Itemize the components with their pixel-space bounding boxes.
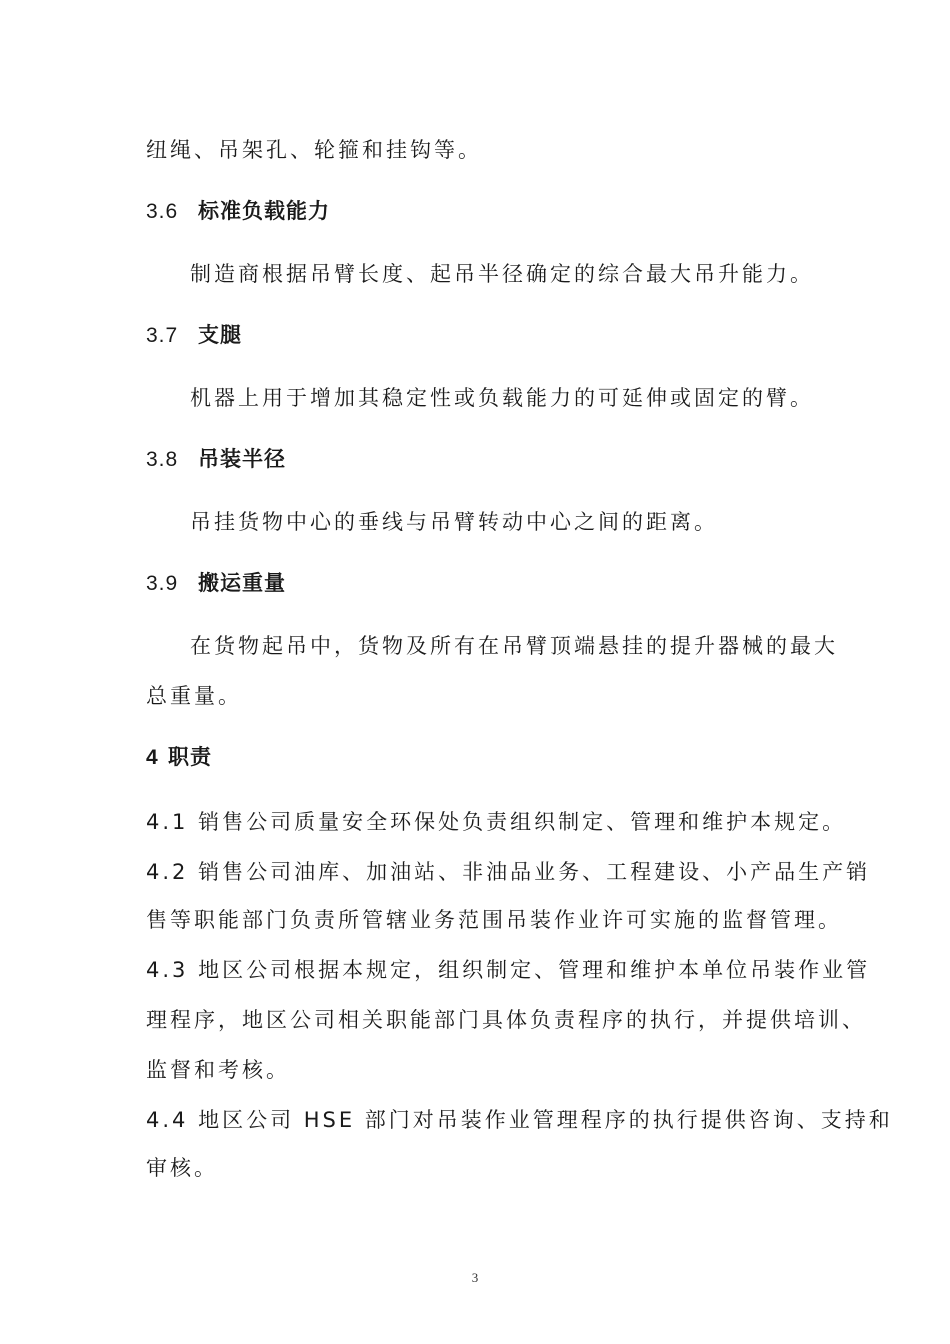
clause-4-2-line-1: 4.2 销售公司油库、加油站、非油品业务、工程建设、小产品生产销 — [146, 860, 871, 884]
clause-4-1-line-1: 4.1 销售公司质量安全环保处负责组织制定、管理和维护本规定。 — [146, 810, 847, 834]
clause-4-2-line-2: 售等职能部门负责所管辖业务范围吊装作业许可实施的监督管理。 — [146, 908, 842, 932]
paragraph-3-9-line-1: 在货物起吊中，货物及所有在吊臂顶端悬挂的提升器械的最大 — [190, 634, 838, 658]
section-number: 3.9 — [146, 572, 179, 595]
paragraph-3-7: 机器上用于增加其稳定性或负载能力的可延伸或固定的臂。 — [190, 386, 814, 410]
clause-4-3-line-1: 4.3 地区公司根据本规定，组织制定、管理和维护本单位吊装作业管 — [146, 958, 871, 982]
page-number: 3 — [471, 1270, 479, 1285]
section-number: 3.8 — [146, 448, 179, 471]
paragraph-3-8: 吊挂货物中心的垂线与吊臂转动中心之间的距离。 — [190, 510, 718, 534]
section-title: 支腿 — [198, 324, 242, 347]
paragraph-3-9-line-2: 总重量。 — [146, 684, 242, 708]
section-heading-3-6 — [146, 198, 330, 226]
chapter-number: 4 — [146, 746, 159, 769]
section-title: 吊装半径 — [198, 448, 286, 471]
section-title: 搬运重量 — [198, 572, 286, 595]
section-title: 标准负载能力 — [198, 200, 330, 223]
chapter-title: 职责 — [168, 746, 212, 769]
section-heading-3-9 — [146, 570, 286, 598]
chapter-heading-4 — [146, 744, 212, 772]
section-number: 3.6 — [146, 200, 179, 223]
clause-4-3-line-3: 监督和考核。 — [146, 1058, 290, 1082]
clause-4-4-line-1: 4.4 地区公司 HSE 部门对吊装作业管理程序的执行提供咨询、支持和 — [146, 1108, 893, 1132]
section-heading-3-8 — [146, 446, 286, 474]
continuation-text: 纽绳、吊架孔、轮箍和挂钩等。 — [146, 138, 482, 162]
section-number: 3.7 — [146, 324, 179, 347]
clause-4-3-line-2: 理程序，地区公司相关职能部门具体负责程序的执行，并提供培训、 — [146, 1008, 866, 1032]
section-heading-3-7 — [146, 322, 242, 350]
paragraph-3-6: 制造商根据吊臂长度、起吊半径确定的综合最大吊升能力。 — [190, 262, 814, 286]
clause-4-4-line-2: 审核。 — [146, 1156, 218, 1180]
